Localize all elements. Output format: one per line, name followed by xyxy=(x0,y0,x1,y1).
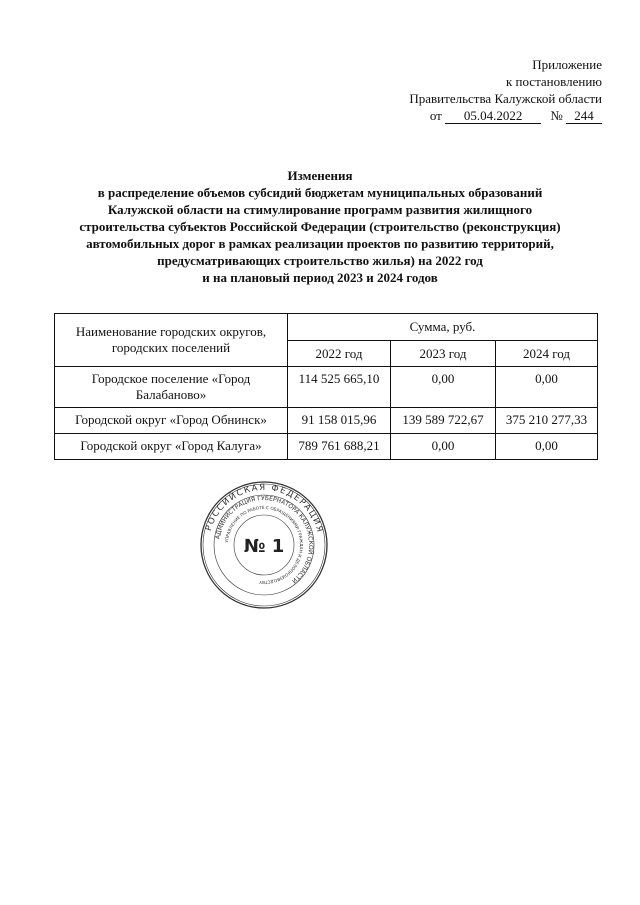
from-label: от xyxy=(429,108,442,123)
year-header: 2024 год xyxy=(496,341,598,367)
seal-outer-text: РОССИЙСКАЯ ФЕДЕРАЦИЯ xyxy=(203,482,325,535)
seal-center-number: № 1 xyxy=(243,536,285,557)
year-header: 2023 год xyxy=(391,341,496,367)
document-title xyxy=(70,167,570,286)
municipality-name: Городской округ «Город Калуга» xyxy=(55,434,288,460)
amount-cell: 0,00 xyxy=(496,434,598,460)
table-row xyxy=(55,434,598,460)
official-seal-icon xyxy=(199,480,329,610)
amount-cell: 91 158 015,96 xyxy=(288,408,391,434)
amount-cell: 0,00 xyxy=(496,367,598,408)
appendix-date-row xyxy=(409,107,602,124)
amount-cell: 114 525 665,10 xyxy=(288,367,391,408)
table-row xyxy=(55,367,598,408)
seal-inner-text: УПРАВЛЕНИЕ ПО РАБОТЕ С ОБРАЩЕНИЯМИ ГРАЖДАН И ДЕЛОПРОИЗВОДСТВУ xyxy=(224,504,305,586)
title-line: в распределение объемов субсидий бюджетам муниципальных образований xyxy=(97,185,543,200)
table-row xyxy=(55,408,598,434)
seal-middle-text: АДМИНИСТРАЦИЯ ГУБЕРНАТОРА КАЛУЖСКОЙ ОБЛАСТИ xyxy=(214,494,315,585)
title-line: строительства субъектов Российской Федерации (строительство (реконструкция) xyxy=(79,219,561,234)
amount-cell: 789 761 688,21 xyxy=(288,434,391,460)
resolution-date: 05.04.2022 xyxy=(445,109,541,124)
appendix-line-2: к постановлению xyxy=(505,74,602,89)
amount-cell: 375 210 277,33 xyxy=(496,408,598,434)
subsidy-table xyxy=(54,313,598,460)
title-line: предусматривающих строительство жилья) на 2022 год xyxy=(157,253,483,268)
table-header-row xyxy=(55,314,598,341)
appendix-line-3: Правительства Калужской области xyxy=(409,91,602,106)
name-column-header: Наименование городских округов, городских поселений xyxy=(55,314,288,367)
title-line: и на плановый период 2023 и 2024 годов xyxy=(202,270,438,285)
appendix-line-1: Приложение xyxy=(532,57,602,72)
municipality-name: Городской округ «Город Обнинск» xyxy=(55,408,288,434)
appendix-block xyxy=(409,56,602,124)
number-label: № xyxy=(550,108,563,123)
title-line: автомобильных дорог в рамках реализации проектов по развитию территорий, xyxy=(86,236,554,251)
amount-cell: 139 589 722,67 xyxy=(391,408,496,434)
year-header: 2022 год xyxy=(288,341,391,367)
amount-cell: 0,00 xyxy=(391,434,496,460)
sum-column-header: Сумма, руб. xyxy=(288,314,598,341)
title-line: Калужской области на стимулирование программ развития жилищного xyxy=(107,202,533,217)
amount-cell: 0,00 xyxy=(391,367,496,408)
municipality-name: Городское поселение «Город Балабаново» xyxy=(55,367,288,408)
title-heading: Изменения xyxy=(287,168,353,183)
resolution-number: 244 xyxy=(566,109,602,124)
